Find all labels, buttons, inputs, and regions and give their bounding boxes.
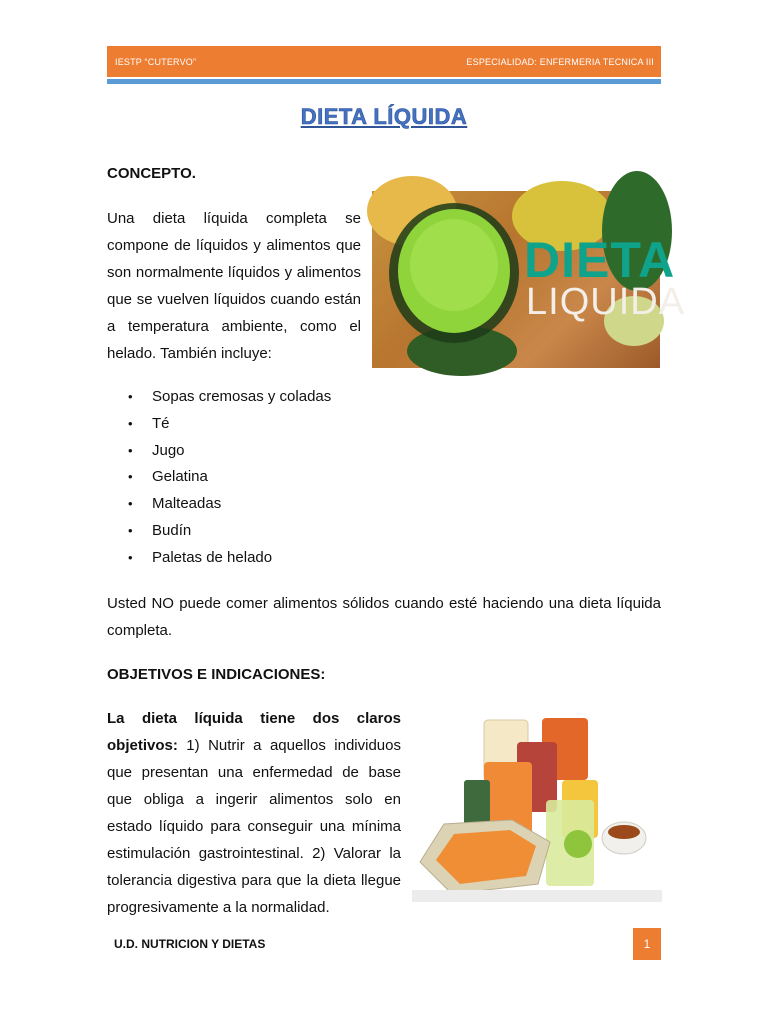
header-institution: IESTP “CUTERVO”: [115, 57, 197, 67]
header-specialty: ESPECIALIDAD: ENFERMERIA TECNICA III: [466, 57, 654, 67]
juice-highlight: [410, 219, 498, 311]
objectives-text: 1) Nutrir a aquellos individuos que presentan una enfermedad de base que obliga a ingerir alimentos solo en estado líquido para conseguir una mínima estimulación gastrointestinal. 2) Valorar la tolerancia digestiva para que la dieta llegue progresivamente a la normalidad.: [107, 737, 401, 916]
list-item: [128, 411, 331, 438]
bullet-icon: •: [128, 522, 133, 538]
juices-image: [412, 712, 662, 904]
header-bar: [107, 46, 661, 77]
bullet-icon: •: [128, 442, 133, 458]
bullet-icon: •: [128, 389, 133, 404]
list-item-label: Budín: [152, 521, 192, 539]
page-number: 1: [633, 928, 661, 960]
footer-course: U.D. NUTRICION Y DIETAS: [114, 937, 266, 951]
image-text-bottom: LIQUIDA: [526, 281, 686, 323]
document-title: DIETA LÍQUIDA: [300, 104, 468, 129]
concept-paragraph: Una dieta líquida completa se compone de líquidos y alimentos que son normalmente líquidos y alimentos que se vuelven líquidos cuando están a temperatura ambiente, como el helado. También incluye:: [107, 210, 361, 362]
objectives-lead: La dieta líquida tiene dos claros objetivos:: [107, 710, 401, 754]
list-item: [128, 518, 331, 545]
liquid-foods-list: [128, 384, 331, 572]
tea: [608, 825, 640, 839]
list-item: [128, 464, 331, 491]
objectives-paragraph: [107, 705, 401, 921]
section-heading-objetivos: OBJETIVOS E INDICACIONES:: [107, 666, 326, 683]
list-item-label: Gelatina: [152, 468, 208, 486]
bullet-icon: •: [128, 496, 133, 512]
list-item: [128, 545, 331, 572]
list-item: [128, 438, 331, 465]
lime-slice: [564, 830, 592, 858]
dieta-liquida-image: [372, 191, 686, 368]
list-item-label: Jugo: [152, 441, 185, 459]
list-item-label: Paletas de helado: [152, 548, 273, 566]
juices-illustration: [412, 712, 662, 904]
image-text-top: DIETA: [524, 232, 676, 288]
list-item-label: Sopas cremosas y coladas: [152, 388, 332, 405]
solid-food-note: Usted NO puede comer alimentos sólidos cuando esté haciendo una dieta líquida completa.: [107, 595, 661, 639]
section-heading-concepto: CONCEPTO.: [107, 165, 196, 182]
header-divider: [107, 79, 661, 84]
glass-shape: [464, 780, 490, 826]
table-surface: [412, 890, 662, 902]
list-item: [128, 384, 331, 411]
bullet-icon: •: [128, 469, 133, 485]
list-item-label: Té: [152, 414, 170, 432]
list-item: [128, 491, 331, 518]
list-item-label: Malteadas: [152, 495, 222, 513]
bullet-icon: •: [128, 549, 133, 565]
bullet-icon: •: [128, 415, 133, 431]
